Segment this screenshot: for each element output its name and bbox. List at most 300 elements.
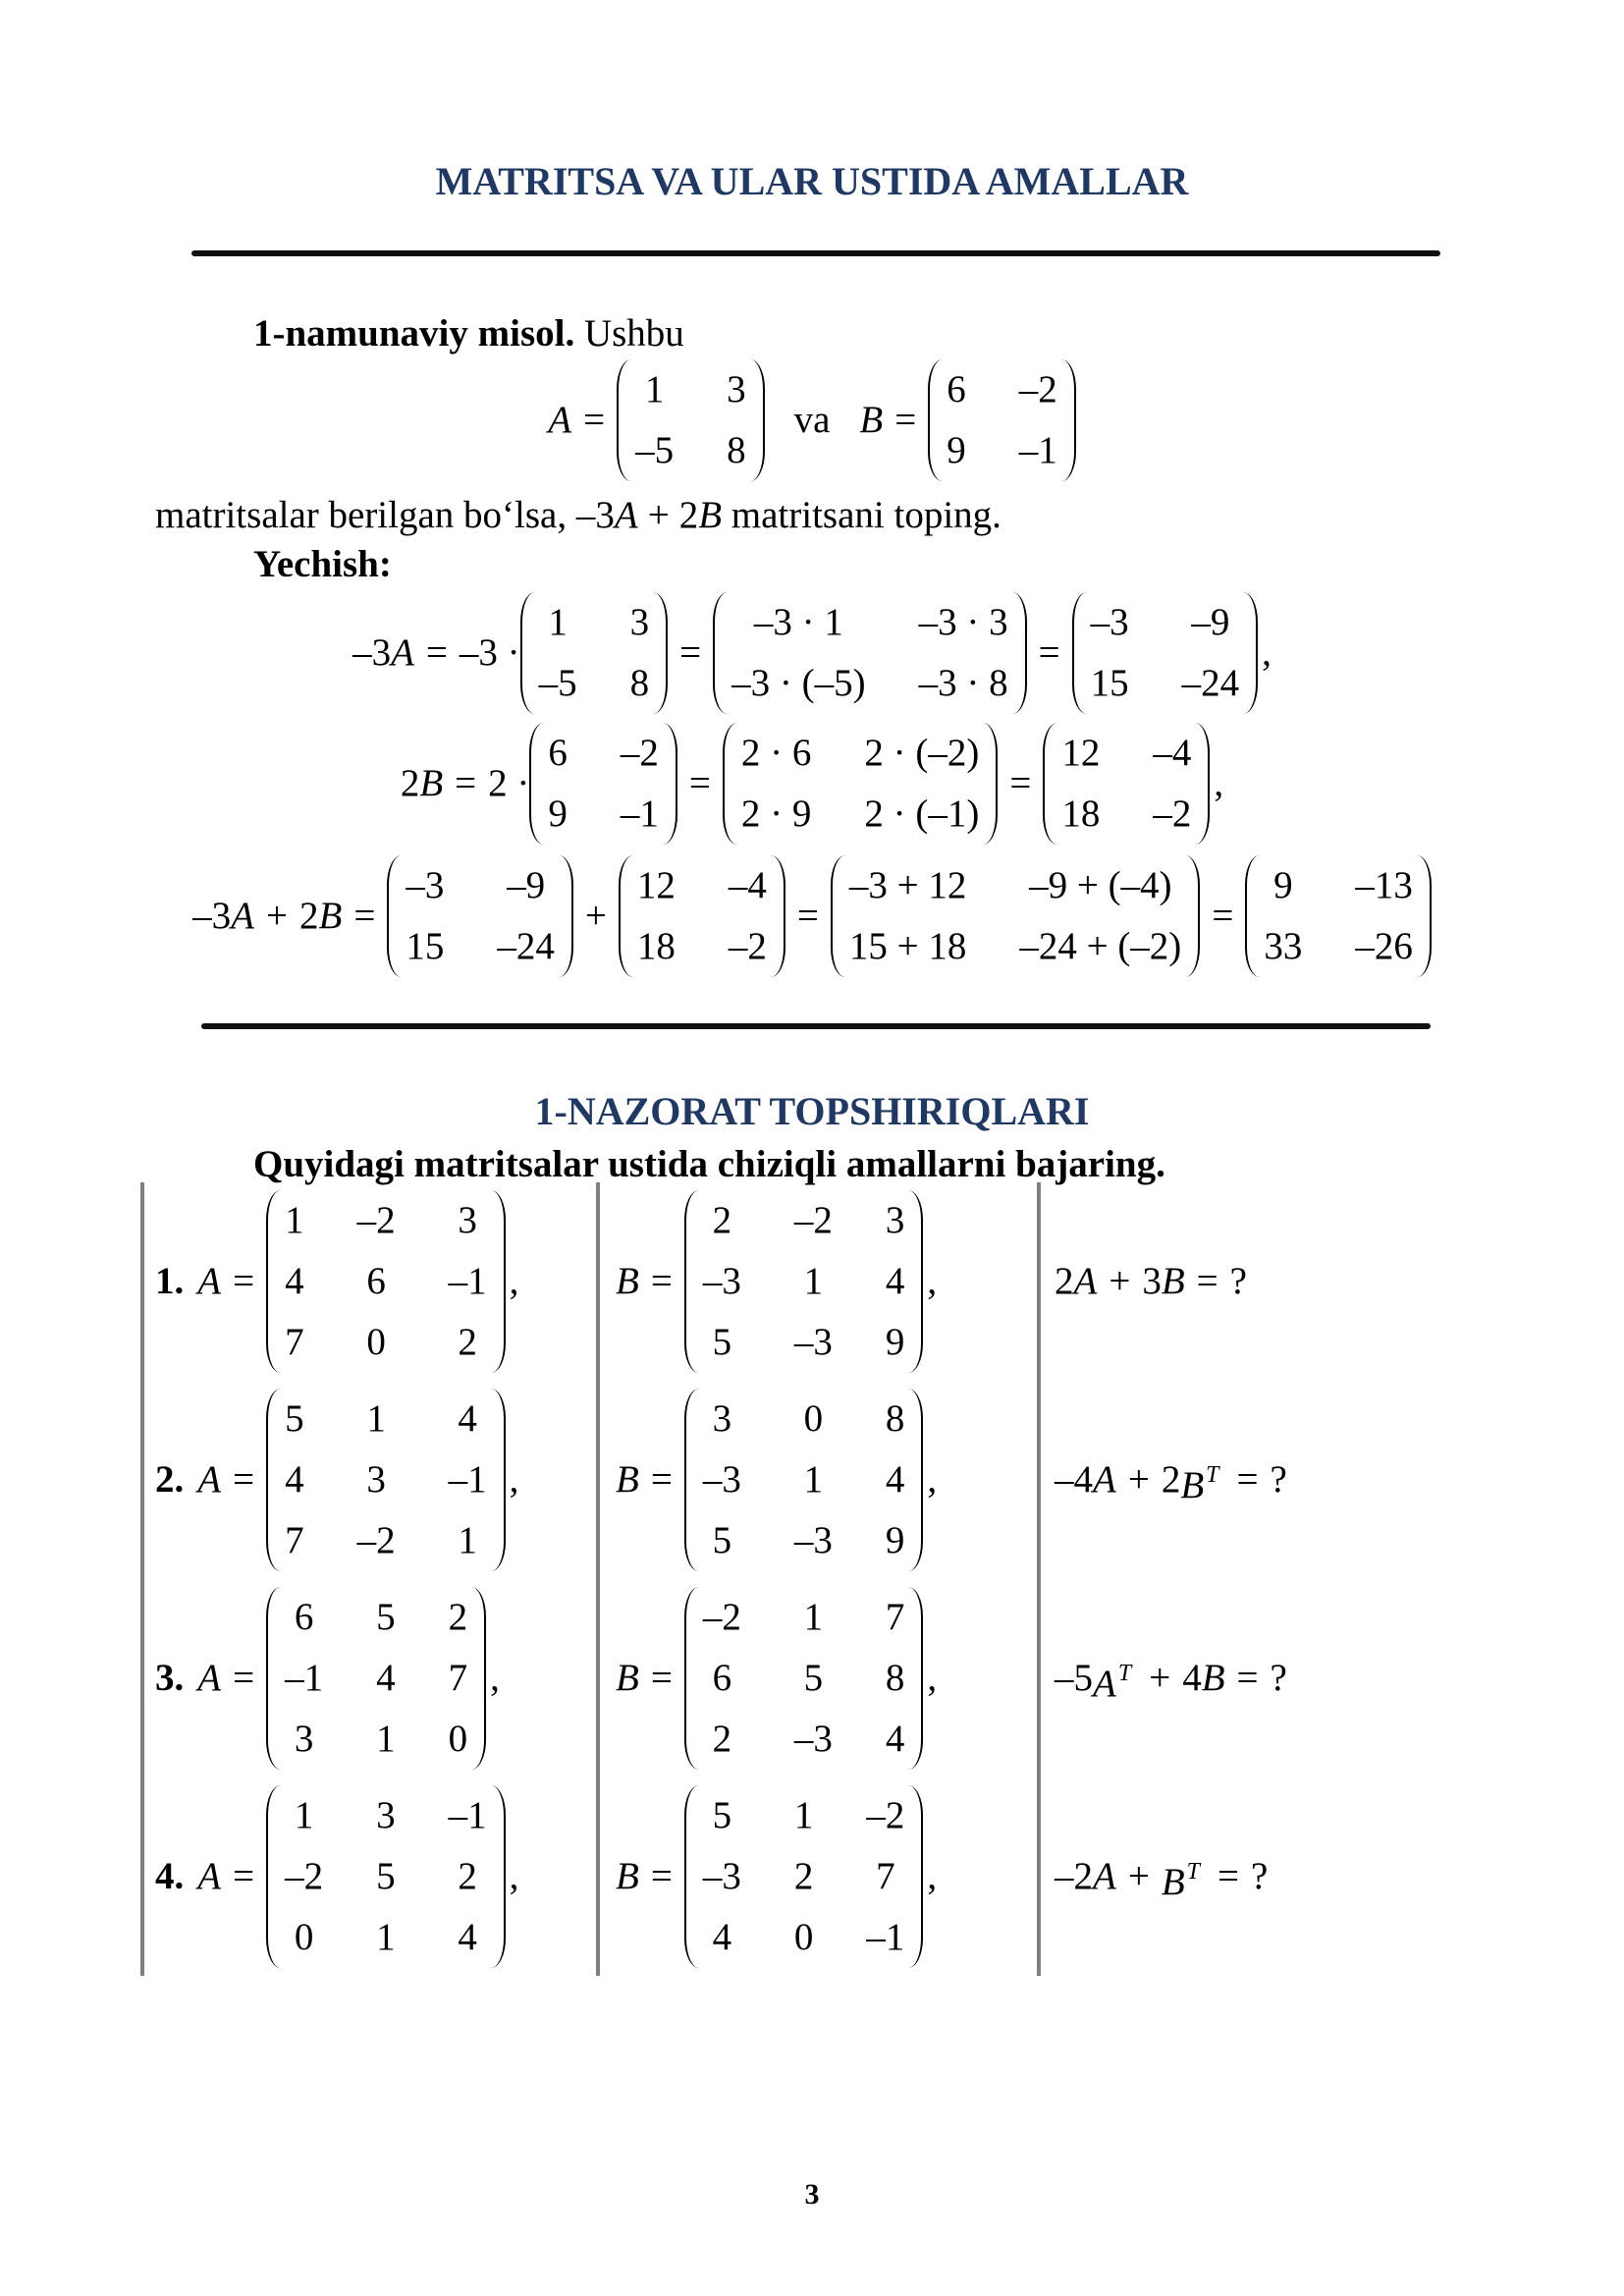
matrix-cell: 1 [285, 1199, 304, 1241]
matrix-cell: –3 · 8 [918, 662, 1008, 704]
matrix-cell: 7 [285, 1519, 304, 1561]
matrix-cell: 7 [885, 1596, 905, 1638]
matrix-cell: 2 · (–1) [864, 793, 980, 835]
matrix-cell: 3 [712, 1397, 732, 1440]
statement-after: matritsani toping. [731, 494, 1001, 536]
solution-step-2 [155, 723, 1469, 845]
matrix-cell: 15 [406, 925, 445, 967]
task-row [140, 1777, 1469, 1976]
matrix-cell: –9 + (–4) [1029, 864, 1172, 906]
math-variable: A [548, 399, 572, 441]
matrix-cell: –3 + 12 [848, 864, 967, 906]
plus-sign: + [1109, 1260, 1131, 1302]
matrix-grid [633, 855, 771, 977]
problem-statement [155, 492, 1469, 539]
matrix-cell: –9 [1191, 601, 1230, 643]
left-parenthesis [684, 1587, 699, 1770]
math-term: –3 · [459, 631, 520, 674]
left-parenthesis [387, 855, 402, 977]
math-variable: B [318, 895, 343, 937]
equals-sign: = [796, 895, 819, 937]
math-variable-group [197, 1655, 221, 1702]
matrix-cell: 1 [366, 1397, 386, 1440]
equals-sign: = [1212, 895, 1234, 937]
plus-sign: + [647, 494, 670, 536]
math-variable: B [1201, 1657, 1225, 1699]
matrix-cell: 4 [458, 1397, 477, 1440]
matrix-grid [281, 1785, 491, 1968]
matrix-cell: –2 [1153, 793, 1192, 835]
statement-before: matritsalar berilgan bo‘lsa, [155, 494, 568, 536]
matrix [684, 1389, 924, 1571]
matrix-cell: –3 [1090, 601, 1129, 643]
math-variable-group [319, 893, 343, 940]
equals-sign: = [353, 895, 376, 937]
tasks-title: 1-NAZORAT TOPSHIRIQLARI [534, 1089, 1090, 1133]
matrix-cell: 0 [294, 1916, 314, 1958]
math-variable: A [197, 1657, 222, 1699]
left-parenthesis [266, 1785, 281, 1968]
matrix-cell: 1 [803, 1260, 824, 1302]
comma: , [1214, 762, 1224, 804]
comma: , [509, 1855, 519, 1897]
matrix-cell: –2 [356, 1519, 396, 1561]
math-variable: B [698, 494, 723, 536]
right-parenthesis [1243, 592, 1258, 714]
matrix-a-definition [197, 1785, 518, 1968]
matrix [684, 1190, 924, 1373]
math-variable: B [419, 762, 444, 804]
matrix-grid [728, 592, 1011, 714]
matrix-cell: –1 [620, 793, 659, 835]
math-term: 2 [1161, 1458, 1181, 1501]
math-variable-group [698, 494, 722, 536]
matrix [1072, 592, 1259, 714]
math-variable-group [616, 1655, 639, 1702]
math-variable: B [1161, 1260, 1185, 1302]
matrix-cell: –3 · (–5) [731, 662, 866, 704]
matrix [617, 359, 765, 481]
matrix-cell: –1 [866, 1916, 905, 1958]
matrix-cell: –3 [793, 1519, 833, 1561]
left-parenthesis [520, 592, 535, 714]
math-term: 2 · [488, 762, 530, 804]
matrix-grid [1260, 855, 1417, 977]
math-term: 2 [400, 762, 420, 804]
math-variable-group [1093, 1650, 1137, 1708]
tasks-table [140, 1182, 1469, 1976]
matrix-cell: –3 · 1 [753, 601, 843, 643]
math-variable: A [1073, 1260, 1098, 1302]
equals-sign: = [688, 762, 711, 804]
math-variable: A [614, 494, 638, 536]
left-parenthesis [684, 1785, 699, 1968]
task-row [140, 1381, 1469, 1579]
equals-sign: = [455, 762, 477, 804]
matrix-cell: –3 [793, 1321, 833, 1363]
matrix-cell: 15 + 18 [848, 925, 967, 967]
left-parenthesis [928, 359, 943, 481]
right-parenthesis [471, 1587, 486, 1770]
matrix-cell: 2 · 9 [740, 793, 812, 835]
matrix [684, 1785, 924, 1968]
matrix-cell: 8 [885, 1397, 905, 1440]
matrix-cell: 6 [366, 1260, 386, 1302]
question-mark: ? [1270, 1657, 1287, 1699]
matrix-grid [737, 723, 983, 845]
matrix-cell: 1 [644, 368, 665, 410]
right-parenthesis [1417, 855, 1432, 977]
matrix-grid [699, 1785, 909, 1968]
right-parenthesis [908, 1389, 923, 1571]
matrix [529, 723, 677, 845]
matrix-cell: –2 [866, 1794, 905, 1836]
matrix-cell: –5 [538, 662, 577, 704]
matrix-cell: –3 [702, 1855, 741, 1897]
matrix [266, 1587, 486, 1770]
matrix-cell: 3 [458, 1199, 477, 1241]
math-term: 2 [1055, 1260, 1074, 1302]
math-variable-group [1180, 1451, 1224, 1509]
solution-step-3 [155, 855, 1469, 977]
task-matrix-b-cell [596, 1579, 1037, 1777]
divider-bottom [201, 1023, 1431, 1029]
math-term: –3 [192, 895, 232, 937]
math-term: 2 [299, 895, 319, 937]
math-variable-group [616, 1853, 639, 1900]
equals-sign: = [583, 399, 606, 441]
matrix-cell: 8 [885, 1657, 905, 1699]
matrix-cell: 6 [294, 1596, 314, 1638]
matrix [713, 592, 1026, 714]
matrix-cell: 4 [285, 1458, 304, 1501]
left-parenthesis [1043, 723, 1057, 845]
matrix [520, 592, 669, 714]
matrix-cell: 2 [458, 1321, 477, 1363]
math-variable-group [1093, 1456, 1116, 1503]
math-variable-group [859, 397, 883, 444]
math-variable-group [615, 494, 638, 536]
matrix-cell: –2 [728, 925, 767, 967]
math-variable: A [231, 895, 254, 937]
matrix-a-definition [197, 1389, 518, 1571]
math-variable-group [197, 1456, 221, 1503]
matrix-cell: 9 [885, 1519, 905, 1561]
matrix-cell: 2 [712, 1718, 732, 1760]
conjunction-word: va [793, 399, 831, 441]
matrix-cell: 0 [793, 1916, 814, 1958]
math-term: 4 [1182, 1657, 1202, 1699]
task-number: 1. [155, 1260, 185, 1302]
plus-sign: + [1127, 1458, 1150, 1501]
math-variable-group [1074, 1258, 1098, 1305]
matrix-cell: 15 [1090, 662, 1129, 704]
right-parenthesis [983, 723, 998, 845]
task-row [140, 1579, 1469, 1777]
matrix-cell: 5 [376, 1855, 396, 1897]
matrix-cell: –2 [285, 1855, 324, 1897]
task-matrix-a-cell [140, 1579, 596, 1777]
statement-expression [576, 494, 722, 536]
equals-sign: = [233, 1458, 255, 1501]
matrix-cell: 4 [458, 1916, 477, 1958]
matrix-cell: 2 [458, 1855, 477, 1897]
matrix-cell: 12 [1061, 732, 1101, 774]
math-term: –4 [1055, 1458, 1093, 1501]
matrix-cell: –2 [356, 1199, 396, 1241]
math-variable-group [197, 1853, 221, 1900]
plus-sign: + [1127, 1855, 1150, 1897]
transpose-superscript: T [1186, 1858, 1201, 1885]
matrix-cell: 9 [885, 1321, 905, 1363]
math-variable-group [1162, 1258, 1185, 1305]
right-parenthesis [1012, 592, 1027, 714]
math-variable: A [197, 1458, 222, 1501]
comma: , [509, 1260, 519, 1302]
math-variable-group [197, 1258, 221, 1305]
math-variable: A [1093, 1458, 1116, 1501]
matrix-cell: –4 [728, 864, 767, 906]
matrix [266, 1389, 506, 1571]
question-mark: ? [1270, 1458, 1287, 1501]
matrix-cell: –2 [1018, 368, 1057, 410]
task-question [1055, 1258, 1247, 1305]
matrix-cell: –26 [1355, 925, 1413, 967]
matrix-cell: 1 [458, 1519, 477, 1561]
example-intro: Ushbu [583, 312, 684, 355]
matrix [831, 855, 1200, 977]
task-number: 2. [155, 1458, 185, 1501]
matrix-grid [699, 1190, 909, 1373]
matrix-grid [1057, 723, 1195, 845]
matrix-cell: 4 [885, 1458, 905, 1501]
matrix-cell: 1 [793, 1794, 814, 1836]
left-parenthesis [1072, 592, 1087, 714]
comma: , [490, 1657, 500, 1699]
math-variable-group [548, 397, 571, 444]
equals-sign: = [233, 1260, 255, 1302]
comma: , [927, 1458, 938, 1501]
matrix-cell: 18 [1061, 793, 1101, 835]
question-mark: ? [1229, 1260, 1247, 1302]
matrix-cell: 0 [803, 1397, 824, 1440]
matrix-cell: 6 [548, 732, 568, 774]
math-term: –2 [1055, 1855, 1093, 1897]
matrix [684, 1587, 924, 1770]
right-parenthesis [1195, 723, 1210, 845]
matrix-cell: 5 [376, 1596, 396, 1638]
right-parenthesis [559, 855, 573, 977]
matrix-cell: 3 [294, 1718, 314, 1760]
equals-sign: = [650, 1657, 673, 1699]
matrix-cell: –2 [620, 732, 659, 774]
matrix-cell: –5 [635, 429, 675, 471]
comma: , [927, 1657, 938, 1699]
matrix-cell: –9 [507, 864, 546, 906]
task-question-cell [1037, 1381, 1469, 1579]
comma: , [509, 1458, 519, 1501]
left-parenthesis [266, 1587, 281, 1770]
matrix-cell: –3 [406, 864, 445, 906]
right-parenthesis [771, 855, 785, 977]
math-term: –3 [575, 494, 615, 536]
matrix [723, 723, 998, 845]
left-parenthesis [684, 1389, 699, 1571]
math-variable: B [616, 1458, 639, 1501]
math-variable: A [1093, 1662, 1116, 1705]
task-question [1055, 1650, 1287, 1708]
task-matrix-b-cell [596, 1381, 1037, 1579]
math-variable: B [859, 399, 884, 441]
matrix [1043, 723, 1210, 845]
task-question [1055, 1451, 1287, 1509]
equals-sign: = [1236, 1657, 1259, 1699]
matrix-grid [281, 1389, 491, 1571]
tasks-instruction: Quyidagi matritsalar ustida chiziqli amallarni bajaring. [253, 1143, 1165, 1185]
matrix-cell: –3 [793, 1718, 833, 1760]
left-parenthesis [684, 1190, 699, 1373]
task-row [140, 1182, 1469, 1381]
matrix-cell: –2 [793, 1199, 833, 1241]
matrix-grid [535, 592, 654, 714]
matrix-cell: 7 [448, 1657, 468, 1699]
matrix-cell: 5 [803, 1657, 824, 1699]
task-matrix-b-cell [596, 1777, 1037, 1976]
matrix-cell: 1 [294, 1794, 314, 1836]
matrix-grid [281, 1587, 471, 1770]
math-variable: B [616, 1260, 639, 1302]
matrix [266, 1190, 506, 1373]
math-variable: A [391, 631, 414, 674]
equals-sign: = [1009, 762, 1032, 804]
equals-sign: = [425, 631, 448, 674]
task-matrix-a-cell [140, 1182, 596, 1381]
math-variable: B [1180, 1463, 1205, 1506]
matrix-b-definition [616, 1587, 937, 1770]
equals-sign: = [894, 399, 917, 441]
matrix-grid [699, 1587, 909, 1770]
matrix-grid [845, 855, 1185, 977]
matrix-cell: 5 [712, 1321, 732, 1363]
question-mark: ? [1251, 1855, 1269, 1897]
matrix-cell: 1 [376, 1916, 396, 1958]
matrix-cell: 1 [803, 1458, 824, 1501]
task-number: 3. [155, 1657, 185, 1699]
matrix-cell: 5 [712, 1794, 732, 1836]
math-variable-group [1093, 1853, 1116, 1900]
matrix-cell: 4 [712, 1916, 732, 1958]
matrix-cell: –1 [448, 1458, 487, 1501]
math-term: –5 [1055, 1657, 1093, 1699]
matrix-cell: 18 [636, 925, 676, 967]
math-variable: B [616, 1855, 639, 1897]
equals-sign: = [1038, 631, 1060, 674]
matrix [266, 1785, 506, 1968]
matrix-cell: 5 [285, 1397, 304, 1440]
matrix-cell: 6 [712, 1657, 732, 1699]
matrix-cell: 9 [1273, 864, 1293, 906]
matrix-cell: 1 [376, 1718, 396, 1760]
plus-sign: + [584, 895, 607, 937]
equals-sign: = [1236, 1458, 1259, 1501]
math-variable-group [616, 1258, 639, 1305]
right-parenthesis [908, 1190, 923, 1373]
matrix-cell: 1 [548, 601, 568, 643]
matrix-cell: 9 [548, 793, 568, 835]
right-parenthesis [1185, 855, 1200, 977]
matrix-cell: 3 [376, 1794, 396, 1836]
matrix-cell: 4 [285, 1260, 304, 1302]
task-matrix-a-cell [140, 1381, 596, 1579]
comma: , [927, 1855, 938, 1897]
plus-sign: + [1149, 1657, 1171, 1699]
matrix-cell: 2 [793, 1855, 814, 1897]
divider-top [191, 250, 1440, 256]
matrix-grid [1087, 592, 1244, 714]
math-variable: A [1093, 1855, 1116, 1897]
math-variable-group [231, 893, 254, 940]
matrix-cell: 4 [376, 1657, 396, 1699]
math-term: 3 [1142, 1260, 1162, 1302]
right-parenthesis [491, 1785, 506, 1968]
math-variable: B [1161, 1860, 1185, 1903]
right-parenthesis [750, 359, 765, 481]
left-parenthesis [723, 723, 737, 845]
matrix-cell: –24 + (–2) [1019, 925, 1182, 967]
matrix-cell: –24 [497, 925, 555, 967]
matrix-cell: 4 [885, 1260, 905, 1302]
matrix-grid [281, 1190, 491, 1373]
matrix-cell: –4 [1153, 732, 1192, 774]
matrix [387, 855, 573, 977]
page-number: 3 [804, 2178, 820, 2211]
matrix-cell: –1 [448, 1794, 487, 1836]
matrix-cell: 3 [629, 601, 650, 643]
left-parenthesis [266, 1389, 281, 1571]
equals-sign: = [650, 1855, 673, 1897]
transpose-superscript: T [1117, 1660, 1132, 1686]
right-parenthesis [908, 1587, 923, 1770]
matrix-cell: 0 [366, 1321, 386, 1363]
example-heading-line [155, 310, 1469, 357]
math-variable-group [1202, 1655, 1225, 1702]
math-variable: A [197, 1260, 222, 1302]
matrix-cell: 2 · 6 [740, 732, 812, 774]
task-question-cell [1037, 1182, 1469, 1381]
left-parenthesis [713, 592, 728, 714]
matrix-cell: 3 [727, 368, 746, 410]
math-term: –3 [352, 631, 392, 674]
matrix-grid [699, 1389, 909, 1571]
equals-sign: = [233, 1855, 255, 1897]
task-question-cell [1037, 1777, 1469, 1976]
right-parenthesis [663, 723, 677, 845]
matrix-cell: 7 [285, 1321, 304, 1363]
right-parenthesis [1061, 359, 1076, 481]
left-parenthesis [529, 723, 544, 845]
task-matrix-a-cell [140, 1777, 596, 1976]
matrix-cell: 8 [727, 429, 746, 471]
math-variable: A [197, 1855, 222, 1897]
matrix-cell: 2 [448, 1596, 468, 1638]
matrix-cell: –3 [702, 1458, 741, 1501]
matrix [619, 855, 785, 977]
matrix-a-definition [197, 1190, 518, 1373]
matrix-a-definition [197, 1587, 500, 1770]
math-variable-group [616, 1456, 639, 1503]
matrix-cell: 4 [885, 1718, 905, 1760]
given-matrices [155, 359, 1469, 481]
